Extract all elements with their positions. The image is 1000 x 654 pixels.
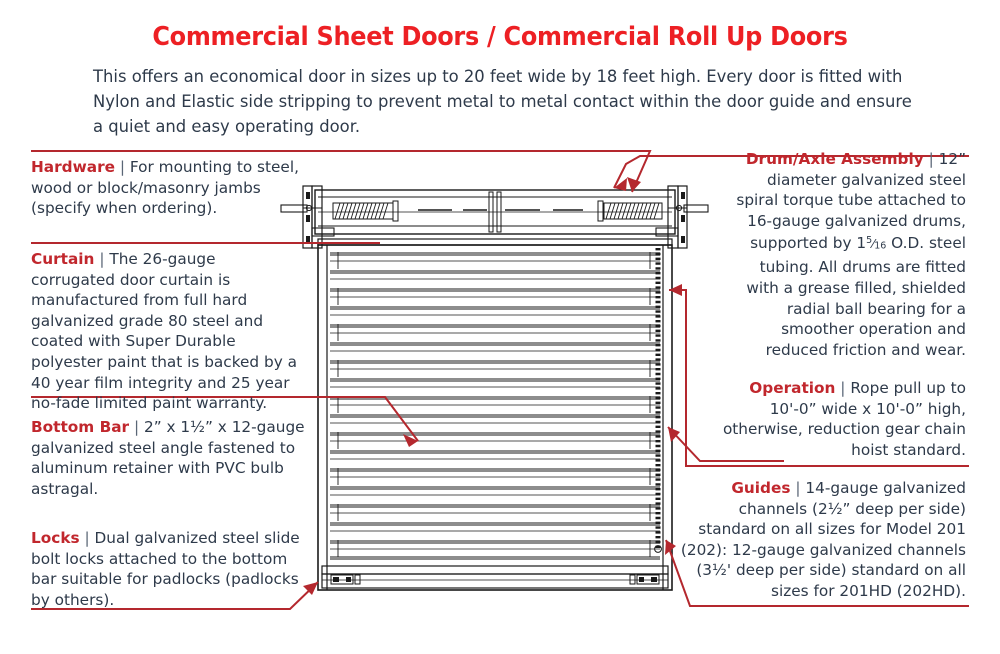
callout-drum-axle-fraction-slash: ⁄ xyxy=(872,237,875,252)
callout-bottom-bar-body-2: ” x 12-gauge galvanized steel angle fastened to aluminum retainer with PVC bulb astragal. xyxy=(31,418,305,498)
callout-locks xyxy=(31,528,303,610)
callout-bottom-bar-fraction: ½ xyxy=(190,418,205,436)
curtain-slats xyxy=(330,252,660,560)
callout-guides-body-1: 14-gauge galvanized channels (2 xyxy=(738,479,966,518)
callout-drum-axle-lead: Drum/Axle Assembly xyxy=(745,150,924,168)
callout-drum-axle-assembly xyxy=(723,149,966,360)
callout-curtain-lead: Curtain xyxy=(31,250,95,268)
callout-bottom-bar xyxy=(31,417,313,499)
callout-locks-body: Dual galvanized steel slide bolt locks attached to the bottom bar suitable for padlocks (padlocks by others). xyxy=(31,529,300,609)
callout-drum-axle-fraction-numerator: 5 xyxy=(866,235,873,247)
callout-operation-lead: Operation xyxy=(749,379,836,397)
callout-hardware-lead: Hardware xyxy=(31,158,115,176)
callout-operation xyxy=(716,378,966,460)
callout-operation-body: Rope pull up to 10'-0” wide x 10'-0” high, otherwise, reduction gear chain hoist standard. xyxy=(722,379,966,459)
callout-guides-separator: | xyxy=(795,479,801,497)
callout-guides-fraction-1: ½ xyxy=(827,499,843,518)
callout-drum-axle-body-1: 12” diameter galvanized steel spiral torque tube attached to 16-gauge galvanized drums, supported by 1 xyxy=(736,150,966,253)
callout-guides-body-3: ' deep per side) standard on all sizes for 201HD (202HD). xyxy=(726,561,966,600)
callout-operation-separator: | xyxy=(840,379,846,397)
callout-guides-lead: Guides xyxy=(731,479,791,497)
callout-locks-separator: | xyxy=(84,529,90,547)
callout-drum-axle-body-2: O.D. steel tubing. All drums are fitted with a grease filled, shielded radial ball bearing for a smoother operation and reduced friction and wear. xyxy=(746,234,966,359)
callout-curtain xyxy=(31,249,303,414)
callout-curtain-separator: | xyxy=(99,250,105,268)
spiral-torque-spring-right xyxy=(598,201,662,221)
callout-guides-body-2: ” deep per side) standard on all sizes for Model 201 (202): 12-gauge galvanized channels (3 xyxy=(680,499,966,580)
callout-bottom-bar-lead: Bottom Bar xyxy=(31,418,130,436)
bottom-bar xyxy=(322,566,668,588)
callout-bottom-bar-body-1: 2” x 1 xyxy=(144,418,191,436)
intro-paragraph: This offers an economical door in sizes up to 20 feet wide by 18 feet high. Every door is fitted with Nylon and Elastic side stripping to prevent metal to metal contact within the door guide and ensure a quiet and easy operating door. xyxy=(93,67,912,136)
spiral-torque-spring-left xyxy=(333,201,398,221)
callout-hardware-body: For mounting to steel, wood or block/masonry jambs (specify when ordering). xyxy=(31,158,299,218)
callout-locks-lead: Locks xyxy=(31,529,80,547)
callout-guides xyxy=(670,478,966,602)
callout-drum-axle-separator: | xyxy=(928,150,934,168)
drum-axle-assembly-drawing xyxy=(315,190,675,234)
callout-hardware xyxy=(31,157,313,219)
callout-bottom-bar-separator: | xyxy=(133,418,140,436)
callout-drum-axle-fraction-denominator: 16 xyxy=(874,240,887,252)
slide-bolt-lock-left xyxy=(331,575,360,584)
callout-curtain-body: The 26-gauge corrugated door curtain is manufactured from full hard galvanized grade 80 steel and coated with Super Durable polyester paint that is backed by a 40 year film integrity and 25 year no-fade limited paint warranty. xyxy=(31,250,297,413)
slide-bolt-lock-right xyxy=(630,575,659,584)
callout-guides-fraction-2: ½ xyxy=(712,561,727,580)
page-title: Commercial Sheet Doors / Commercial Roll Up Doors xyxy=(152,22,848,52)
callout-hardware-separator: | xyxy=(119,158,126,176)
